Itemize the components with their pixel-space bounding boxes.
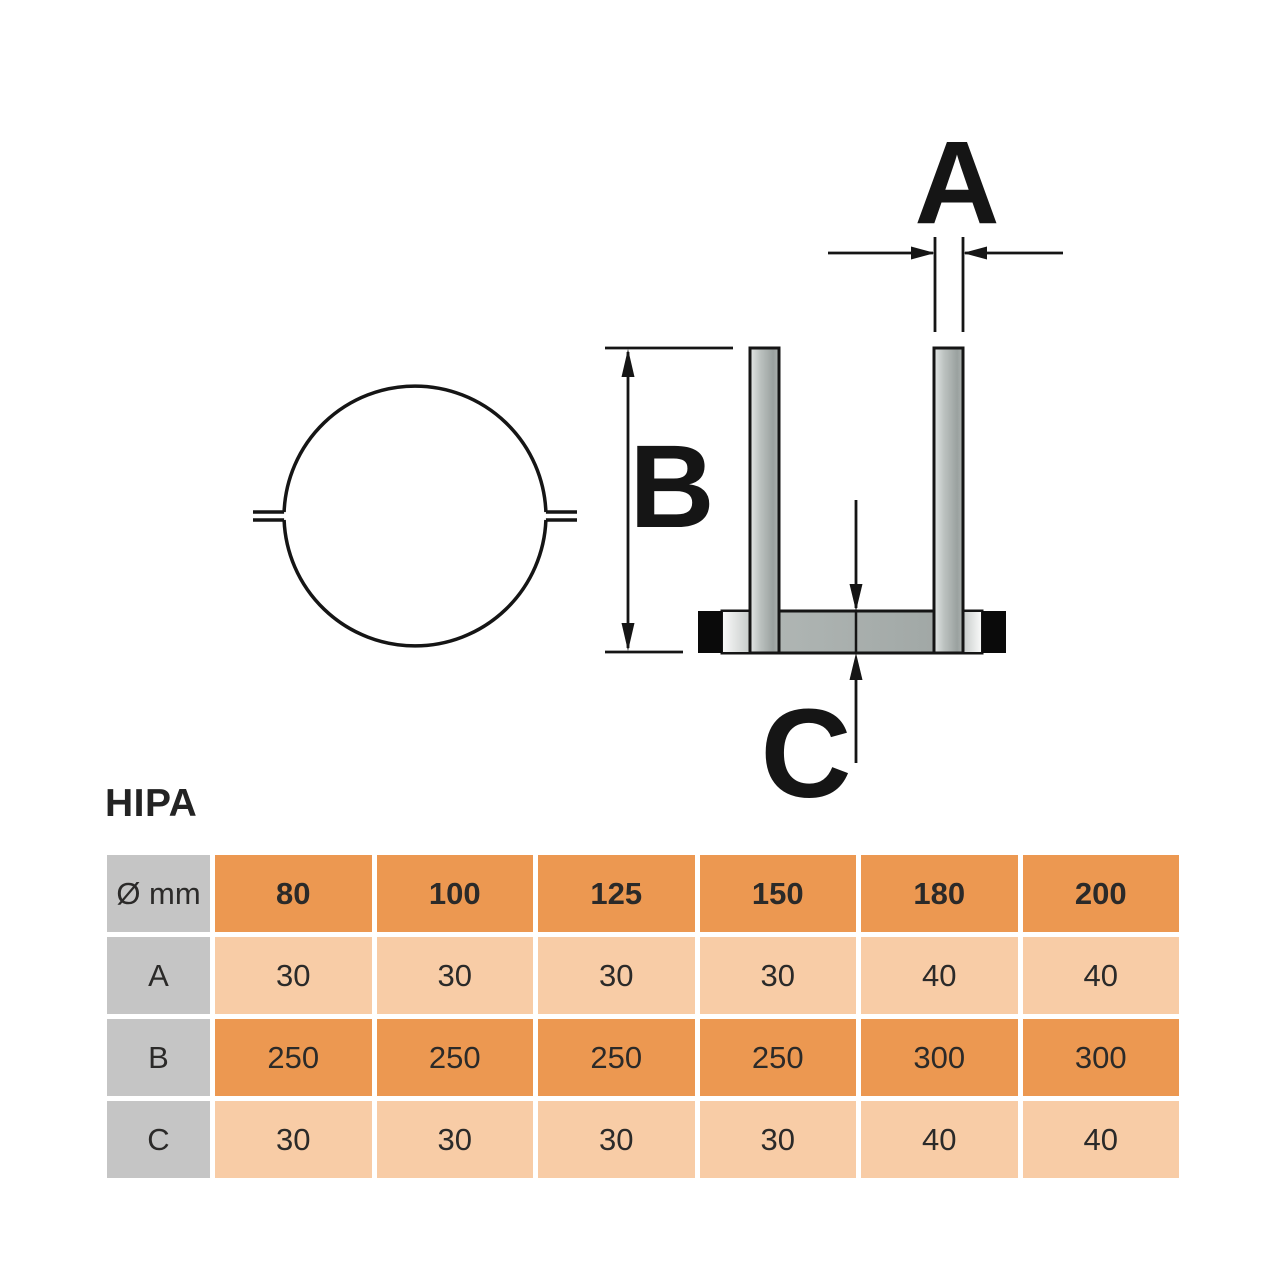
- left-end-cap: [698, 611, 722, 653]
- table-header-cell: 200: [1023, 855, 1180, 932]
- clamp-ring-top-view: [253, 386, 577, 646]
- table-header-cell: 180: [861, 855, 1018, 932]
- bracket-side-view: [698, 348, 1006, 653]
- ring-right-tab: [546, 512, 577, 520]
- table-cell: 30: [700, 1101, 857, 1178]
- table-cell: 40: [861, 1101, 1018, 1178]
- dimension-a: [828, 117, 1063, 332]
- dim-c-arrow-up: [850, 653, 863, 680]
- table-cell: 40: [861, 937, 1018, 1014]
- table-row-label: A: [107, 937, 210, 1014]
- table-cell: 300: [1023, 1019, 1180, 1096]
- table-cell: 250: [215, 1019, 372, 1096]
- table-cell: 250: [700, 1019, 857, 1096]
- table-cell: 30: [215, 1101, 372, 1178]
- table-header-cell: 125: [538, 855, 695, 932]
- table-row-label: C: [107, 1101, 210, 1178]
- table-header-cell: 150: [700, 855, 857, 932]
- table-cell: 30: [538, 937, 695, 1014]
- ring-top-arc: [284, 386, 546, 512]
- dim-c-arrow-down: [850, 584, 863, 611]
- table-cell: 30: [377, 1101, 534, 1178]
- right-post: [934, 348, 963, 653]
- table-cell: 300: [861, 1019, 1018, 1096]
- table-corner-cell: Ø mm: [107, 855, 210, 932]
- dimension-b: [605, 348, 733, 652]
- base-bar-left-sleeve: [722, 611, 750, 653]
- table-cell: 30: [215, 937, 372, 1014]
- table-cell: 30: [538, 1101, 695, 1178]
- product-name: HIPA: [105, 782, 198, 825]
- table-cell: 30: [377, 937, 534, 1014]
- left-post: [750, 348, 779, 653]
- dim-b-arrow-up: [622, 349, 635, 377]
- table-header-cell: 100: [377, 855, 534, 932]
- table-cell: 30: [700, 937, 857, 1014]
- dim-label-a: A: [914, 117, 1000, 249]
- table-cell: 40: [1023, 937, 1180, 1014]
- table-cell: 250: [538, 1019, 695, 1096]
- right-end-cap: [982, 611, 1006, 653]
- table-cell: 40: [1023, 1101, 1180, 1178]
- table-cell: 250: [377, 1019, 534, 1096]
- base-bar-right-sleeve: [963, 611, 982, 653]
- table-row-label: B: [107, 1019, 210, 1096]
- table-header-cell: 80: [215, 855, 372, 932]
- dim-label-c: C: [760, 683, 852, 824]
- spec-table: [107, 855, 1179, 1178]
- dim-b-arrow-down: [622, 623, 635, 651]
- dim-label-b: B: [629, 421, 715, 553]
- ring-left-tab: [253, 512, 284, 520]
- ring-bottom-arc: [284, 520, 546, 646]
